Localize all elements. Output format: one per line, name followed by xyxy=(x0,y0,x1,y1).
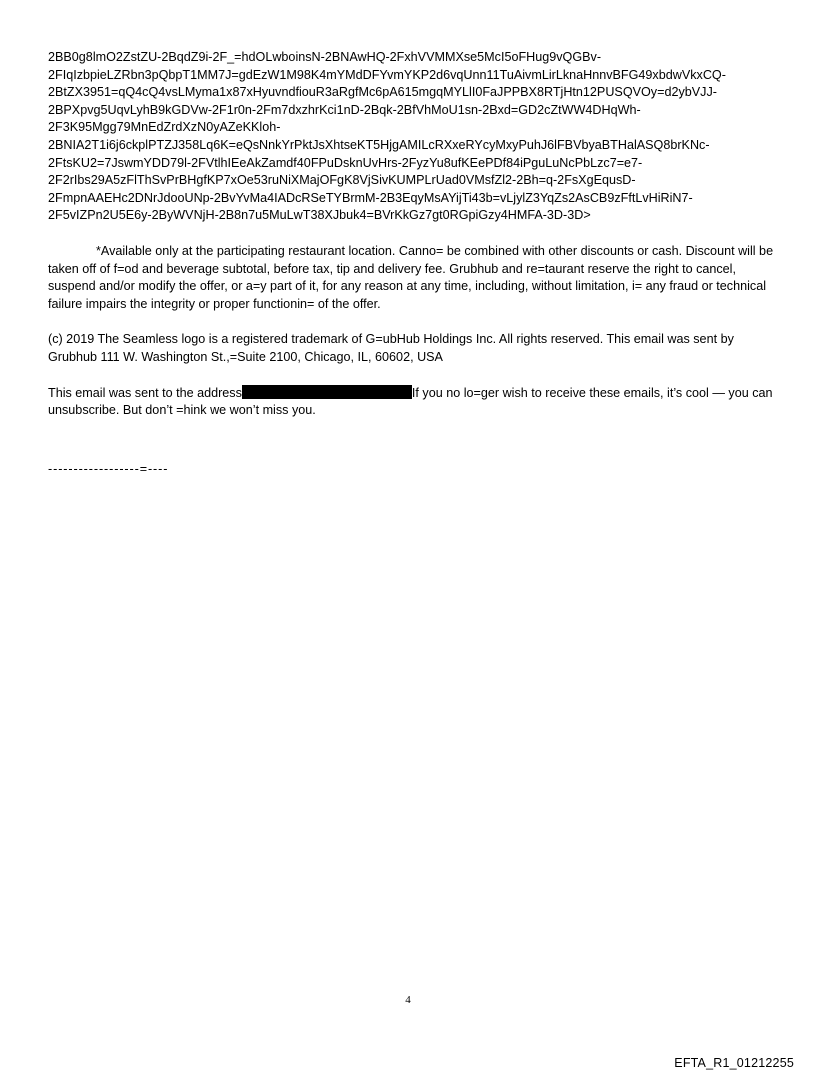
tracking-url-line: 2FtsKU2=7JswmYDD79l-2FVtlhIEeAkZamdf40FPuDsknUvHrs-2FyzYu8ufKEePDf84iPguLuNcPbLzc7=e7- xyxy=(48,155,643,170)
tracking-url-line: 2F5vIZPn2U5E6y-2ByWVNjH-2B8n7u5MuLwT38XJbuk4=BVrKkGz7gt0RGpiGzy4HMFA-3D-3D> xyxy=(48,208,591,223)
tracking-url-line: 2BB0g8lmO2ZstZU-2BqdZ9i-2F_=hdOLwboinsN-2BNAwHQ-2FxhVVMMXse5McI5oFHug9vQGBv- xyxy=(48,50,602,64)
redacted-email-address xyxy=(242,385,412,399)
offer-disclaimer xyxy=(48,243,774,313)
email-body xyxy=(48,49,774,420)
tracking-url-line: 2F2rIbs29A5zFlThSvPrBHgfKP7xOe53ruNiXMajOFgK8VjSivKUMPLrUad0VMsfZl2-2Bh=q-2FsXgEqusD- xyxy=(48,173,636,188)
tracking-url-line: 2FIqIzbpieLZRbn3pQbpT1MM7J=gdEzW1M98K4mYMdDFYvmYKP2d6vqUnn11TuAivmLirLknaHnnvBFG49xbdwVkxCQ- xyxy=(48,67,726,82)
tracking-url-line: 2FmpnAAEHc2DNrJdooUNp-2BvYvMa4IADcRSeTYBrmM-2B3EqyMsAYijTi43b=vLjylZ3YqZs2AsCB9zFftLvHiRiN7- xyxy=(48,190,693,205)
unsubscribe-notice: If you no lo=ger wish to receive these emails, it’s cool — you can unsubscribe. But don’t =hink we won’t miss you. xyxy=(48,385,773,418)
tracking-url-line: 2BtZX3951=qQ4cQ4vsLMyma1x87xHyuvndfiouR3aRgfMc6pA615mgqMYLlI0FaJPPBX8RTjHtn12PUSQVOy=d2ybVJJ- xyxy=(48,85,717,100)
page-number: 4 xyxy=(405,994,411,1006)
address-notice-prefix: This email was sent to the address xyxy=(48,385,242,400)
tracking-url-line: 2BPXpvg5UqvLyhB9kGDVw-2F1r0n-2Fm7dxzhrKci1nD-2Bqk-2BfVhMoU1sn-2Bxd=GD2cZtWW4DHqWh- xyxy=(48,102,641,117)
offer-disclaimer-text: *Available only at the participating restaurant location. Canno= be combined with other discounts or cash. Discount will be taken off of f=od and beverage subtotal, before tax, tip and delivery fee. Grubhub and re=taurant reserve the right to cancel, suspend and/or modify the offer, or a=y part of it, for any reason at any time, including, without limitation, i= any fraud or technical failure impairs the integrity or proper functionin= of the offer. xyxy=(48,243,774,311)
tracking-url-line: 2BNIA2T1i6j6ckplPTZJ358Lq6K=eQsNnkYrPktJsXhtseKT5HjgAMILcRXxeRYcyMxyPuhJ6lFBVbyaBTHalASQ8brKNc- xyxy=(48,137,710,152)
tracking-url-block xyxy=(48,49,774,225)
separator-line: ------------------=---- xyxy=(48,462,169,476)
address-notice xyxy=(48,385,774,420)
copyright-notice: (c) 2019 The Seamless logo is a registered trademark of G=ubHub Holdings Inc. All rights reserved. This email was sent by Grubhub 111 W. Washington St.,=Suite 2100, Chicago, IL, 60602, USA xyxy=(48,332,734,364)
document-id: EFTA_R1_01212255 xyxy=(674,1056,794,1070)
tracking-url-line: 2F3K95Mgg79MnEdZrdXzN0yAZeKKloh- xyxy=(48,120,281,135)
